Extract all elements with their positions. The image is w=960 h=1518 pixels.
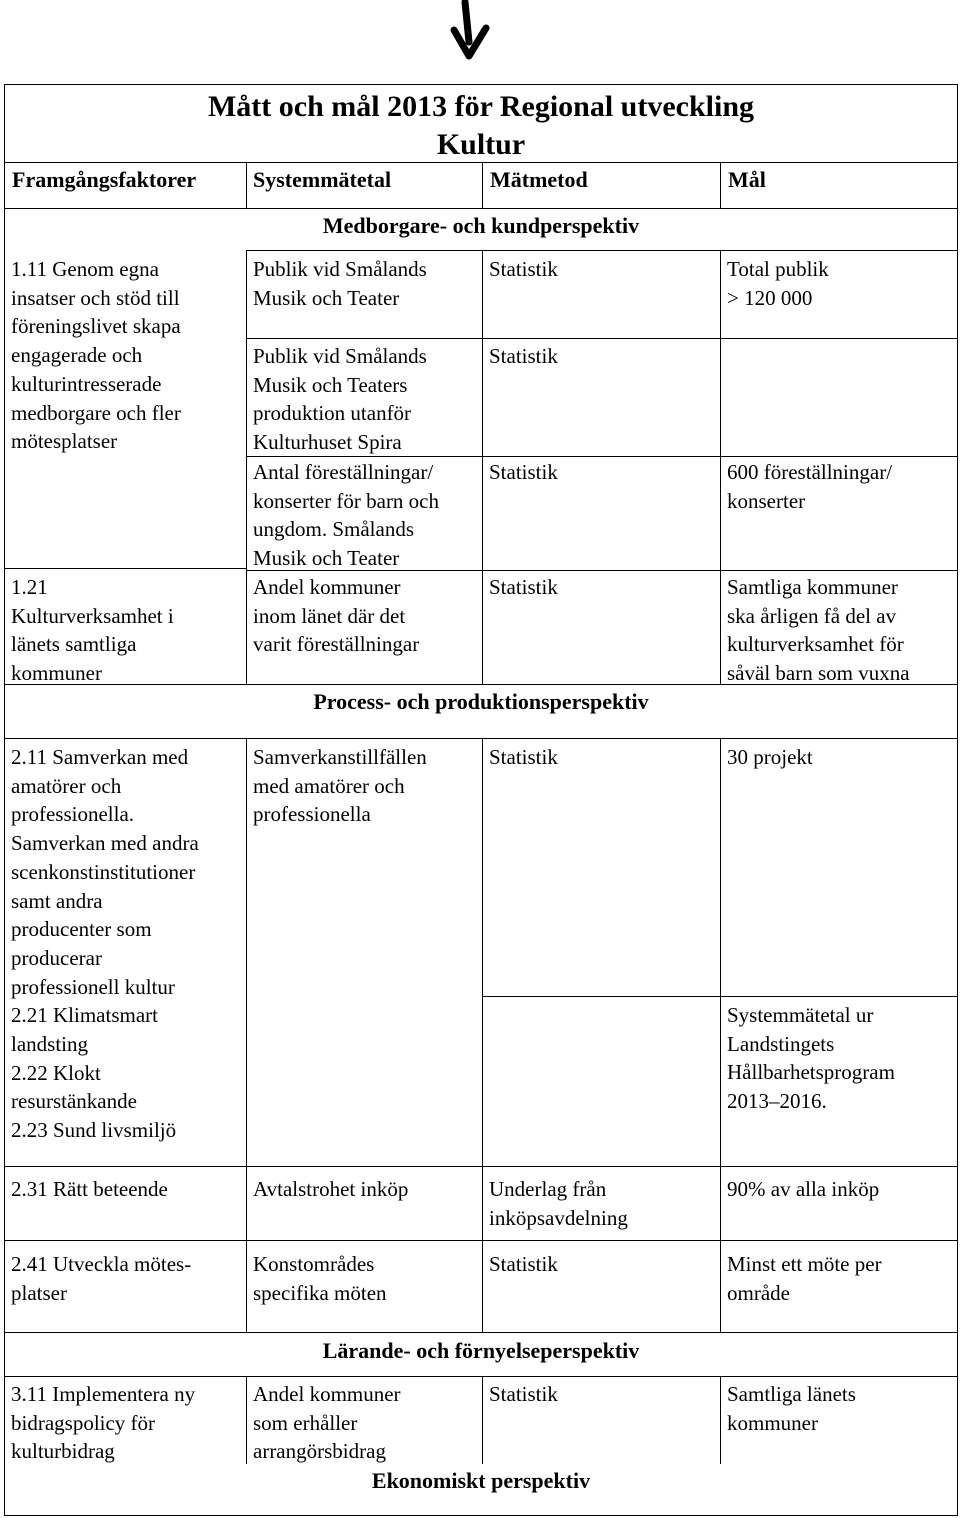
factor-3-11: 3.11 Implementera ny bidragspolicy för kulturbidrag (11, 1382, 196, 1464)
metric-antal-forestallningar: Antal föreställningar/ konserter för barn och ungdom. Smålands Musik och Teater (253, 460, 440, 571)
title-line-1: Mått och mål 2013 för Regional utveckling (207, 90, 755, 123)
method-statistik-5: Statistik (489, 745, 558, 769)
factor-2-31: 2.31 Rätt beteende (11, 1177, 168, 1201)
method-statistik-1: Statistik (489, 257, 558, 281)
goal-total-publik: Total publik > 120 000 (727, 257, 829, 310)
factor-2-41: 2.41 Utveckla mötes- platser (11, 1252, 192, 1305)
method-statistik-8: Statistik (489, 1252, 558, 1276)
metric-publik-smt: Publik vid Smålands Musik och Teater (253, 257, 427, 310)
metric-avtalstrohet: Avtalstrohet inköp (253, 1177, 409, 1201)
factor-1-21: 1.21 Kulturverksamhet i länets samtliga kommuner (11, 575, 174, 686)
table-title (4, 88, 958, 164)
goal-90-procent: 90% av alla inköp (727, 1177, 880, 1201)
factor-2-11: 2.11 Samverkan med amatörer och professionella. Samverkan med andra scenkonstinstitutioner samt andra producenter som producerar professionell kultur 2.21 Klimatsmart landsting 2.22 Klokt resurstänkande 2.23 Sund livsmiljö (11, 745, 199, 1143)
method-statistik-2: Statistik (489, 344, 558, 368)
goal-minst-ett-mote: Minst ett möte per område (727, 1252, 882, 1305)
method-inkopsavdelning: Underlag från inköpsavdelning (489, 1177, 628, 1230)
section-process: Process- och produktionsperspektiv (313, 689, 649, 714)
metric-konstomrades-moten: Konstområdes specifika möten (253, 1252, 387, 1305)
goal-30-projekt: 30 projekt (727, 745, 813, 769)
goal-samtliga-kommuner: Samtliga kommuner ska årligen få del av kulturverksamhet för såväl barn som vuxna (727, 575, 910, 686)
section-larande: Lärande- och förnyelseperspektiv (322, 1338, 640, 1363)
goal-600-forestallningar: 600 föreställningar/ konserter (727, 460, 893, 513)
header-framgangsfaktorer: Framgångsfaktorer (12, 167, 197, 192)
header-systemmatetal: Systemmätetal (253, 167, 392, 192)
method-statistik-3: Statistik (489, 460, 558, 484)
title-line-2: Kultur (436, 128, 526, 161)
metric-samverkanstillfallen: Samverkanstillfällen med amatörer och professionella (253, 745, 427, 827)
goal-samtliga-lanets-kommuner: Samtliga länets kommuner (727, 1382, 856, 1435)
method-statistik-4: Statistik (489, 575, 558, 599)
goal-hallbarhetsprogram: Systemmätetal ur Landstingets Hållbarhetsprogram 2013–2016. (727, 1003, 895, 1114)
metric-arrangorsbidrag: Andel kommuner som erhåller arrangörsbidrag (253, 1382, 401, 1464)
section-medborgare: Medborgare- och kundperspektiv (322, 213, 640, 238)
metric-publik-utanfor-spira: Publik vid Smålands Musik och Teaters produktion utanför Kulturhuset Spira (253, 344, 427, 455)
factor-1-11: 1.11 Genom egna insatser och stöd till föreningslivet skapa engagerade och kulturintresserade medborgare och fler mötesplatser (11, 257, 181, 454)
arrow-down-icon (446, 0, 492, 62)
method-statistik-9: Statistik (489, 1382, 558, 1406)
header-matmetod: Mätmetod (490, 167, 588, 192)
header-mal: Mål (728, 167, 766, 192)
metric-andel-kommuner: Andel kommuner inom länet där det varit föreställningar (253, 575, 420, 657)
section-ekonomiskt: Ekonomiskt perspektiv (371, 1468, 591, 1493)
